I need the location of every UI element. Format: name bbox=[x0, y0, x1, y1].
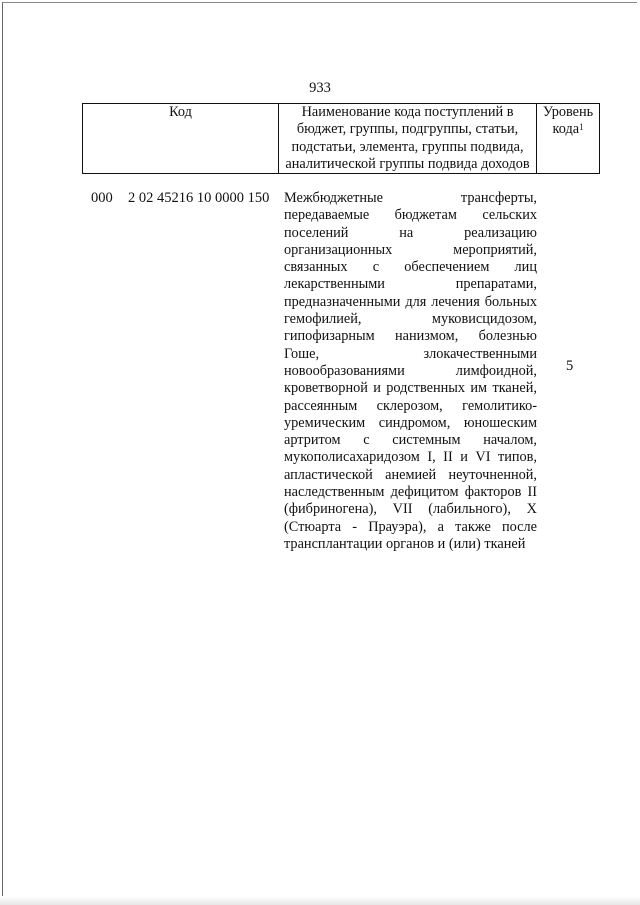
description-line: апластической анемией неуточненной, bbox=[284, 466, 537, 483]
description-line: Гоше, злокачественными bbox=[284, 345, 537, 362]
code-level: 5 bbox=[566, 358, 574, 374]
header-level bbox=[537, 104, 600, 174]
description-line: уремическим синдромом, юношеским bbox=[284, 414, 537, 431]
description-line: (фибриногена), VII (лабильного), X bbox=[284, 501, 537, 518]
description-line: трансплантации органов и (или) тканей bbox=[284, 535, 526, 552]
description-line: рассеянным склерозом, гемолитико- bbox=[284, 397, 537, 414]
footnote-marker: 1 bbox=[579, 122, 584, 133]
description-line: передаваемые бюджетам сельских bbox=[284, 207, 537, 224]
description-line: мукополисахаридозом I, II и VI типов, bbox=[284, 449, 537, 466]
description-line: артритом с системным началом, bbox=[284, 432, 537, 449]
header-code: Код bbox=[83, 104, 279, 174]
description-line: новообразованиями лимфоидной, bbox=[284, 362, 537, 379]
admin-code: 000 bbox=[91, 190, 113, 206]
description-line: (Стюарта - Прауэра), а также после bbox=[284, 518, 537, 535]
revenue-code: 2 02 45216 10 0000 150 bbox=[128, 190, 270, 206]
description-line: связанных с обеспечением лиц bbox=[284, 259, 537, 276]
description-line: организационных мероприятий, bbox=[284, 241, 537, 258]
description-line: гипофизарным нанизмом, болезнью bbox=[284, 328, 537, 345]
code-table-header bbox=[82, 103, 600, 174]
header-name: Наименование кода поступлений в бюджет, группы, подгруппы, статьи, подстатьи, элемента, группы подвида, аналитической группы подвида доходов bbox=[279, 104, 537, 174]
description-line: поселений на реализацию bbox=[284, 224, 537, 241]
description-line: Межбюджетные трансферты, bbox=[284, 190, 537, 206]
description-line: наследственным дефицитом факторов II bbox=[284, 484, 537, 501]
code-description bbox=[284, 190, 537, 553]
header-level-label: Уровень кода bbox=[542, 104, 594, 138]
description-line: кроветворной и родственных им тканей, bbox=[284, 380, 537, 397]
page-number: 933 bbox=[309, 80, 331, 96]
description-line: гемофилией, муковисцидозом, bbox=[284, 311, 537, 328]
description-line: лекарственными препаратами, bbox=[284, 276, 537, 293]
description-line: предназначенными для лечения больных bbox=[284, 293, 537, 310]
scan-edge bbox=[0, 896, 640, 905]
